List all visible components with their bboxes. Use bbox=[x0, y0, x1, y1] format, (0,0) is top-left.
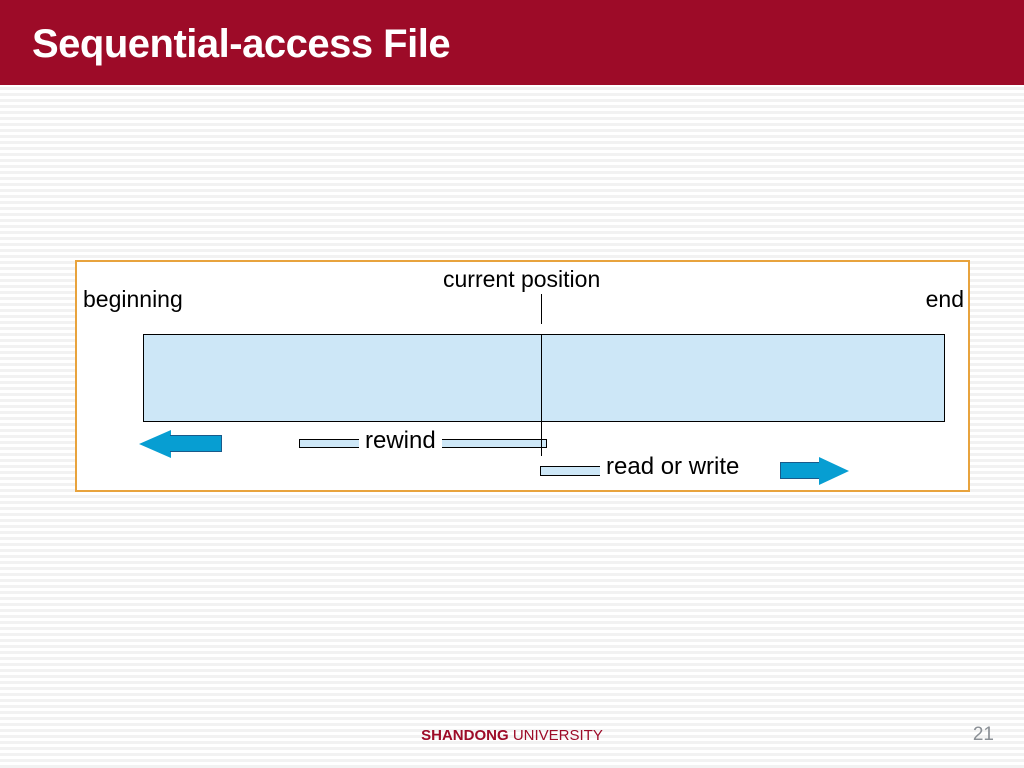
file-bar-divider bbox=[541, 334, 542, 422]
current-position-tick bbox=[541, 294, 542, 324]
label-beginning: beginning bbox=[83, 286, 183, 312]
read-or-write-arrow-head-body bbox=[780, 462, 820, 479]
label-end: end bbox=[925, 286, 964, 312]
label-current-position: current position bbox=[443, 266, 601, 292]
read-or-write-arrow-head-icon bbox=[819, 457, 849, 485]
rewind-arrow-head-icon bbox=[139, 430, 171, 458]
rewind-origin-tick bbox=[541, 422, 542, 456]
rewind-arrow-head-body bbox=[170, 435, 222, 452]
footer-brand-bold: SHANDONG bbox=[421, 727, 509, 744]
title-bar bbox=[0, 0, 1024, 85]
footer-brand-rest: UNIVERSITY bbox=[508, 727, 603, 744]
sequential-file-diagram bbox=[75, 260, 970, 492]
rewind-arrow bbox=[139, 427, 549, 460]
read-or-write-arrow bbox=[540, 453, 830, 486]
page-number: 21 bbox=[972, 724, 994, 745]
file-bar bbox=[143, 334, 945, 422]
label-read-or-write: read or write bbox=[600, 453, 745, 481]
page-title: Sequential-access File bbox=[32, 22, 451, 66]
label-rewind: rewind bbox=[359, 427, 442, 455]
footer-brand bbox=[0, 727, 1024, 744]
